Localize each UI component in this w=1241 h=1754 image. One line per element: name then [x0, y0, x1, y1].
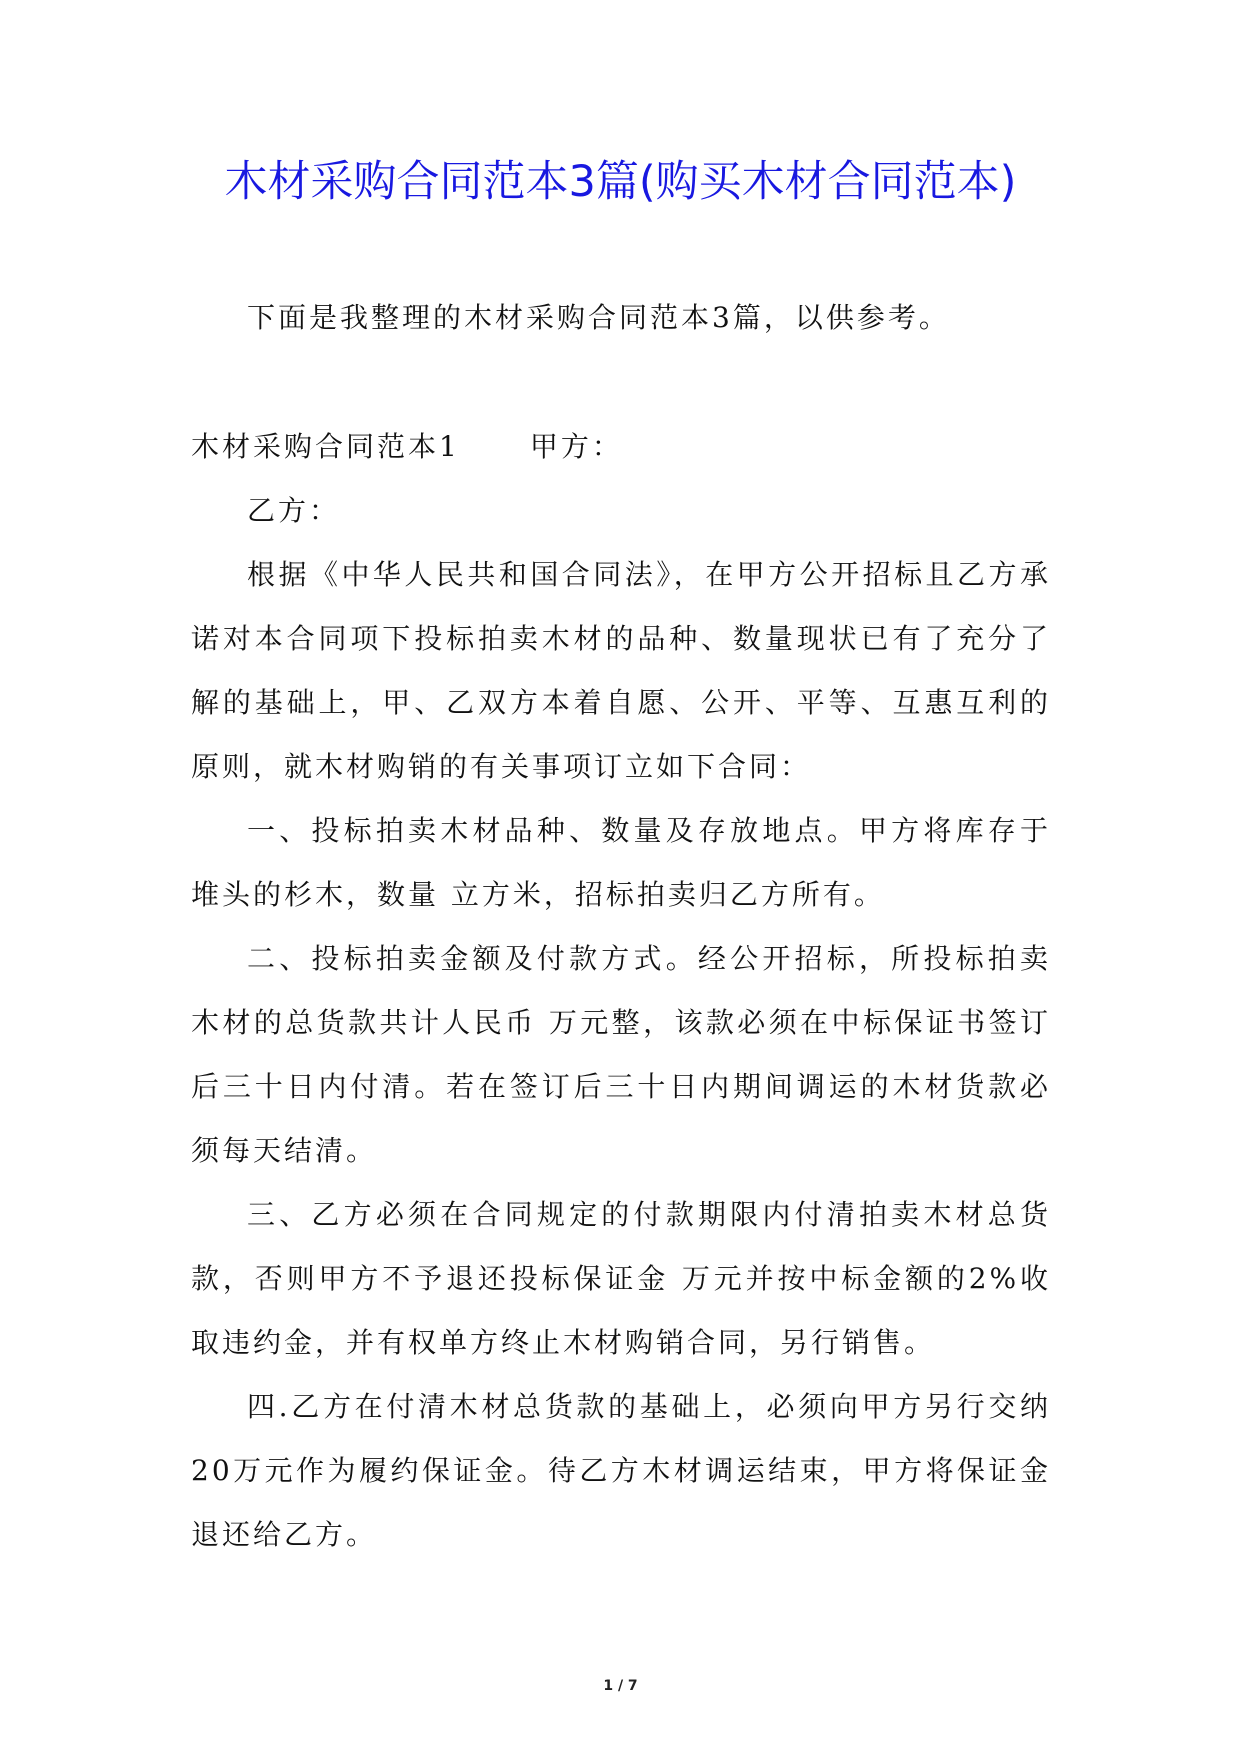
document-title: 木材采购合同范本3篇(购买木材合同范本) [224, 157, 1017, 207]
section-heading-line [191, 415, 623, 479]
paragraph-clause-4: 四.乙方在付清木材总货款的基础上，必须向甲方另行交纳20万元作为履约保证金。待乙方木材调运结束，甲方将保证金退还给乙方。 [191, 1390, 1051, 1551]
contract-body [191, 479, 1051, 1567]
paragraph-clause-2: 二、投标拍卖金额及付款方式。经公开招标，所投标拍卖木材的总货款共计人民币 万元整，该款必须在中标保证书签订后三十日内付清。若在签订后三十日内期间调运的木材货款必须每天结清。 [191, 942, 1051, 1167]
paragraph-clause-3: 三、乙方必须在合同规定的付款期限内付清拍卖木材总货款，否则甲方不予退还投标保证金 万元并按中标金额的2%收取违约金，并有权单方终止木材购销合同，另行销售。 [191, 1198, 1051, 1359]
paragraph-preamble: 根据《中华人民共和国合同法》，在甲方公开招标且乙方承诺对本合同项下投标拍卖木材的品种、数量现状已有了充分了解的基础上，甲、乙双方本着自愿、公开、平等、互惠互利的原则，就木材购销的有关事项订立如下合同： [191, 558, 1051, 783]
section-heading: 木材采购合同范本1 [191, 430, 460, 463]
intro-paragraph: 下面是我整理的木材采购合同范本3篇，以供参考。 [247, 301, 950, 334]
party-b-label: 乙方： [247, 494, 341, 527]
intro-block [191, 286, 1051, 350]
party-a-label: 甲方： [529, 430, 623, 463]
paragraph-clause-1: 一、投标拍卖木材品种、数量及存放地点。甲方将库存于堆头的杉木，数量 立方米，招标拍卖归乙方所有。 [191, 814, 1051, 911]
page-number: 1 / 7 [603, 1678, 638, 1694]
